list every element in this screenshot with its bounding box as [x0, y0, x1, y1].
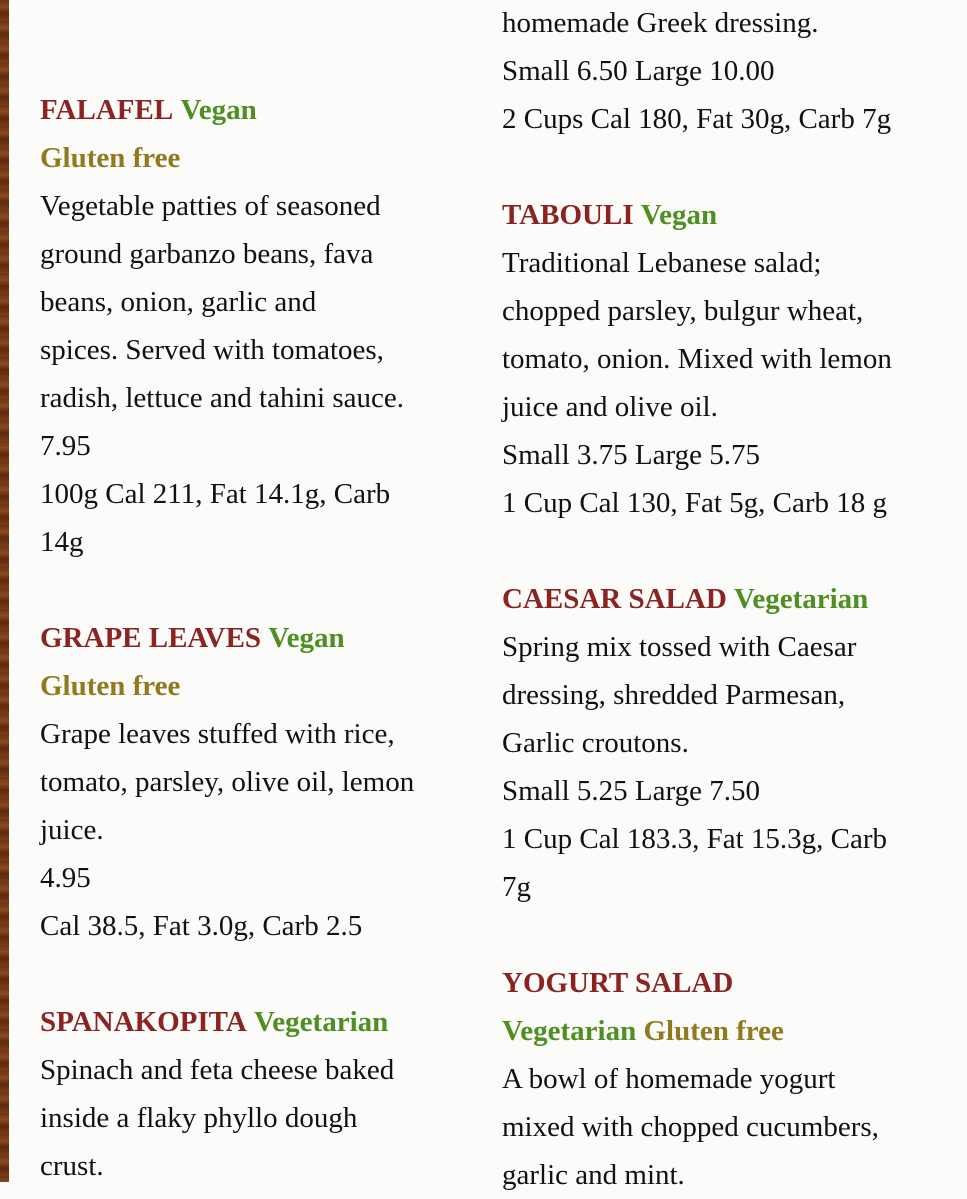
greek-salad-nutrition: 2 Cups Cal 180, Fat 30g, Carb 7g	[502, 103, 892, 135]
spanakopita-vegetarian-tag: Vegetarian	[254, 1006, 389, 1038]
tabouli-vegan-tag: Vegan	[640, 199, 718, 231]
grape-leaves-description-line: Grape leaves stuffed with rice,	[40, 718, 395, 750]
falafel-description-line: radish, lettuce and tahini sauce.	[40, 382, 404, 414]
tabouli-heading	[502, 191, 717, 239]
falafel-price: 7.95	[40, 430, 91, 462]
caesar-salad-nutrition: 1 Cup Cal 183.3, Fat 15.3g, Carb	[502, 823, 888, 855]
tabouli-description-line: juice and olive oil.	[502, 391, 718, 423]
falafel-description-line: ground garbanzo beans, fava	[40, 238, 374, 270]
spanakopita-heading	[40, 998, 388, 1046]
yogurt-salad-description-line: mixed with chopped cucumbers,	[502, 1111, 879, 1143]
grape-leaves-description-line: juice.	[40, 814, 104, 846]
grape-leaves-vegan-tag: Vegan	[268, 622, 345, 654]
greek-salad-price: Small 6.50 Large 10.00	[502, 55, 775, 87]
spanakopita-description-line: Spinach and feta cheese baked	[40, 1054, 395, 1086]
caesar-salad-heading	[502, 575, 868, 623]
caesar-salad-nutrition: 7g	[502, 871, 531, 903]
falafel-description-line: beans, onion, garlic and	[40, 286, 317, 318]
tabouli-price: Small 3.75 Large 5.75	[502, 439, 761, 471]
falafel-gluten-free-tag: Gluten free	[40, 142, 181, 174]
grape-leaves-gluten-free-tag: Gluten free	[40, 670, 181, 702]
spanakopita-name: SPANAKOPITA	[40, 1006, 247, 1038]
grape-leaves-name: GRAPE LEAVES	[40, 622, 262, 654]
falafel-description-line: Vegetable patties of seasoned	[40, 190, 381, 222]
falafel-description-line: spices. Served with tomatoes,	[40, 334, 384, 366]
caesar-salad-description-line: Garlic croutons.	[502, 727, 689, 759]
wood-frame-edge	[0, 0, 9, 1182]
yogurt-salad-gluten-free-tag: Gluten free	[643, 1015, 784, 1047]
grape-leaves-heading	[40, 614, 345, 662]
tabouli-name: TABOULI	[502, 199, 634, 231]
falafel-heading	[40, 86, 257, 134]
grape-leaves-description-line: tomato, parsley, olive oil, lemon	[40, 766, 415, 798]
grape-leaves-price: 4.95	[40, 862, 91, 894]
falafel-name: FALAFEL	[40, 94, 174, 126]
caesar-salad-price: Small 5.25 Large 7.50	[502, 775, 761, 807]
caesar-salad-description-line: dressing, shredded Parmesan,	[502, 679, 846, 711]
tabouli-description-line: Traditional Lebanese salad;	[502, 247, 822, 279]
yogurt-salad-name: YOGURT SALAD	[502, 967, 734, 999]
yogurt-salad-heading	[502, 959, 733, 1007]
caesar-salad-vegetarian-tag: Vegetarian	[734, 583, 869, 615]
falafel-nutrition: 100g Cal 211, Fat 14.1g, Carb	[40, 478, 391, 510]
spanakopita-description-line: crust.	[40, 1150, 104, 1182]
caesar-salad-name: CAESAR SALAD	[502, 583, 727, 615]
yogurt-salad-description-line: A bowl of homemade yogurt	[502, 1063, 836, 1095]
yogurt-salad-vegetarian-tag: Vegetarian	[502, 1015, 637, 1047]
tabouli-description-line: tomato, onion. Mixed with lemon	[502, 343, 892, 375]
tabouli-description-line: chopped parsley, bulgur wheat,	[502, 295, 864, 327]
yogurt-salad-description-line: garlic and mint.	[502, 1159, 685, 1191]
grape-leaves-nutrition: Cal 38.5, Fat 3.0g, Carb 2.5	[40, 910, 363, 942]
caesar-salad-description-line: Spring mix tossed with Caesar	[502, 631, 857, 663]
tabouli-nutrition: 1 Cup Cal 130, Fat 5g, Carb 18 g	[502, 487, 888, 519]
yogurt-salad-tags	[502, 1007, 784, 1055]
falafel-vegan-tag: Vegan	[180, 94, 257, 126]
spanakopita-description-line: inside a flaky phyllo dough	[40, 1102, 358, 1134]
falafel-nutrition: 14g	[40, 526, 84, 558]
greek-salad-description-line: homemade Greek dressing.	[502, 7, 819, 39]
